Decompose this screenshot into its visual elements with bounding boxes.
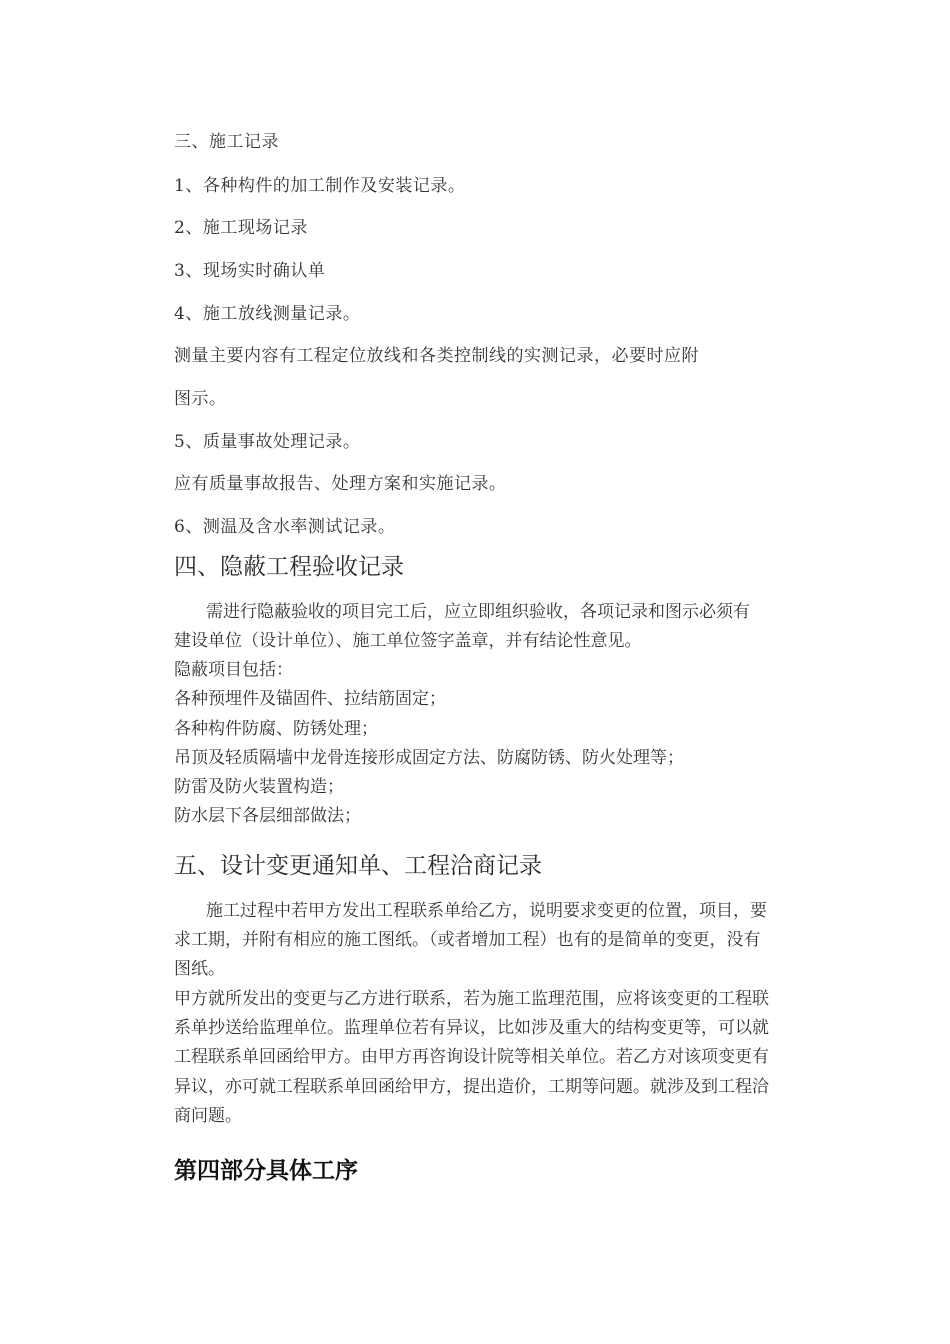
- section4-list-item: 防雷及防火装置构造；: [174, 777, 344, 797]
- section3-item-5: 5、质量事故处理记录。: [174, 432, 361, 452]
- section4-title: 四、隐蔽工程验收记录: [174, 554, 404, 580]
- section5-paragraph2-line5: 商问题。: [174, 1106, 242, 1126]
- section3-item-1: 1、各种构件的加工制作及安装记录。: [174, 176, 466, 196]
- section3-title: 三、施工记录: [174, 132, 279, 152]
- section3-item-5-note: 应有质量事故报告、处理方案和实施记录。: [174, 474, 507, 494]
- section5-title: 五、设计变更通知单、工程洽商记录: [174, 853, 542, 879]
- section5-paragraph1-line1: 施工过程中若甲方发出工程联系单给乙方，说明要求变更的位置，项目，要: [206, 901, 767, 921]
- section3-item-4-note-line1: 测量主要内容有工程定位放线和各类控制线的实测记录，必要时应附: [174, 346, 699, 366]
- section3-item-6: 6、测温及含水率测试记录。: [174, 517, 396, 537]
- part4-title: 第四部分具体工序: [174, 1158, 358, 1184]
- section4-list-item: 各种构件防腐、防锈处理；: [174, 719, 378, 739]
- section4-paragraph-line1: 需进行隐蔽验收的项目完工后，应立即组织验收，各项记录和图示必须有: [206, 602, 750, 622]
- section4-paragraph-line2: 建设单位（设计单位）、施工单位签字盖章，并有结论性意见。: [174, 631, 642, 651]
- section5-paragraph2-line1: 甲方就所发出的变更与乙方进行联系，若为施工监理范围，应将该变更的工程联: [174, 989, 769, 1009]
- section4-list-item: 吊顶及轻质隔墙中龙骨连接形成固定方法、防腐防锈、防火处理等；: [174, 748, 684, 768]
- section5-paragraph1-line2: 求工期，并附有相应的施工图纸。（或者增加工程）也有的是简单的变更，没有: [174, 930, 761, 950]
- section4-list-item: 防水层下各层细部做法；: [174, 806, 361, 826]
- section4-list-item: 各种预埋件及锚固件、拉结筋固定；: [174, 689, 446, 709]
- section3-item-4: 4、施工放线测量记录。: [174, 304, 361, 324]
- section3-item-2: 2、施工现场记录: [174, 218, 308, 238]
- section3-item-3: 3、现场实时确认单: [174, 261, 326, 281]
- section5-paragraph2-line3: 工程联系单回函给甲方。由甲方再咨询设计院等相关单位。若乙方对该项变更有: [174, 1047, 769, 1067]
- section5-paragraph1-line3: 图纸。: [174, 959, 225, 979]
- section5-paragraph2-line4: 异议，亦可就工程联系单回函给甲方，提出造价，工期等问题。就涉及到工程洽: [174, 1077, 769, 1097]
- section4-list-intro: 隐蔽项目包括：: [174, 660, 293, 680]
- section3-item-4-note-line2: 图示。: [174, 389, 227, 409]
- section5-paragraph2-line2: 系单抄送给监理单位。监理单位若有异议，比如涉及重大的结构变更等，可以就: [174, 1018, 769, 1038]
